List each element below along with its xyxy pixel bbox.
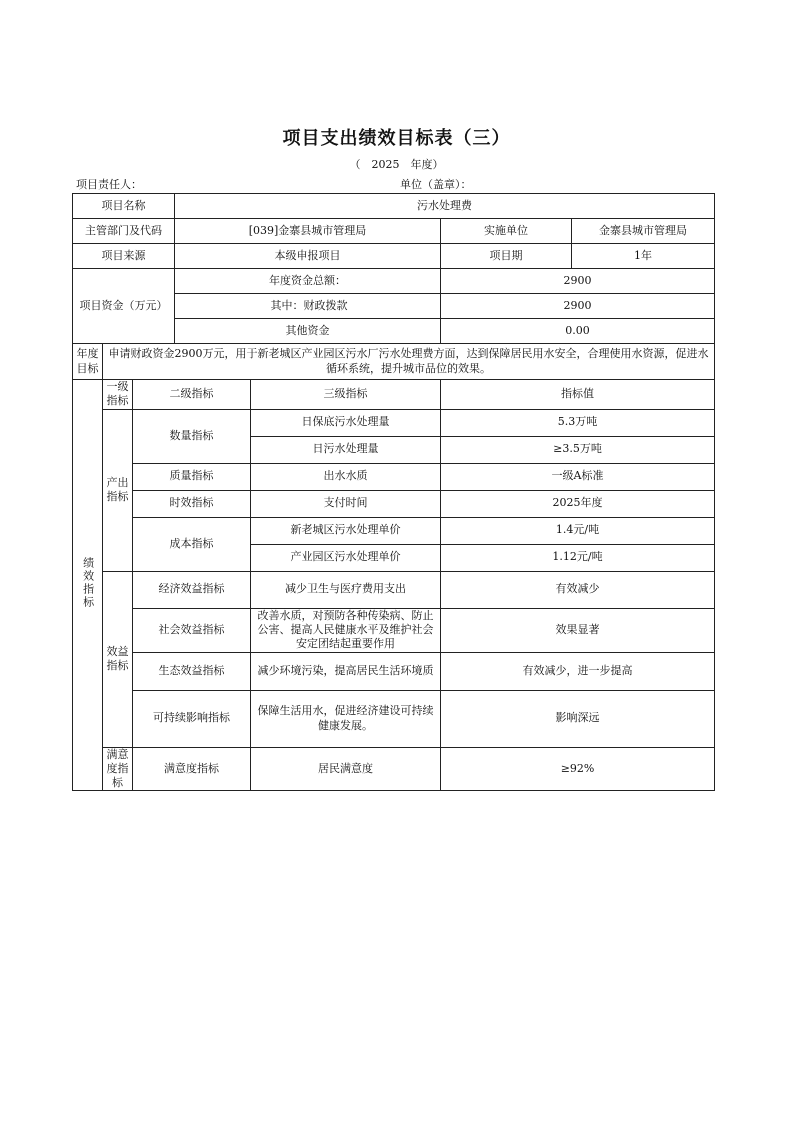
econ-value: 有效减少: [441, 571, 715, 608]
project-name-value: 污水处理费: [175, 194, 715, 219]
satisfaction-label: 满意度指标: [133, 747, 251, 791]
cost1-value: 1.4元/吨: [441, 517, 715, 544]
econ-label: 经济效益指标: [133, 571, 251, 608]
benefit-label: 效益指标: [103, 571, 133, 747]
perf-label: 绩效指标: [73, 380, 103, 791]
year-line: （ 2025 年度）: [349, 158, 444, 171]
eco-value: 有效减少，进一步提高: [441, 652, 715, 690]
time-value: 2025年度: [441, 490, 715, 517]
impl-value: 金寨县城市管理局: [572, 219, 715, 244]
row-eco: [73, 652, 715, 690]
dept-label: 主管部门及代码: [73, 219, 175, 244]
time-name: 支付时间: [251, 490, 441, 517]
page-title: 项目支出绩效目标表（三）: [282, 128, 511, 149]
row-funds-total: [73, 269, 715, 294]
funds-total-label: 年度资金总额：: [175, 269, 441, 294]
responsible-label: 项目责任人：: [76, 178, 142, 191]
satisfaction-value: ≥92%: [441, 747, 715, 791]
output-label: 产出指标: [103, 409, 133, 571]
row-quantity-1: [73, 409, 715, 436]
q2-name: 日污水处理量: [251, 436, 441, 463]
satisfaction-level1-label: 满意度指标: [103, 747, 133, 791]
row-quality: [73, 463, 715, 490]
row-econ: [73, 571, 715, 608]
satisfaction-name: 居民满意度: [251, 747, 441, 791]
cost2-name: 产业园区污水处理单价: [251, 544, 441, 571]
eco-label: 生态效益指标: [133, 652, 251, 690]
sustain-value: 影响深远: [441, 690, 715, 747]
row-social: [73, 608, 715, 652]
row-perf-header: [73, 380, 715, 410]
row-annual-goal: [73, 344, 715, 380]
quality-label: 质量指标: [133, 463, 251, 490]
header-level1: 一级指标: [103, 380, 133, 410]
social-value: 效果显著: [441, 608, 715, 652]
period-label: 项目期: [441, 244, 572, 269]
cost1-name: 新老城区污水处理单价: [251, 517, 441, 544]
funds-fiscal-label: 其中：财政拨款: [175, 294, 441, 319]
period-value: 1年: [572, 244, 715, 269]
funds-total-value: 2900: [441, 269, 715, 294]
q2-value: ≥3.5万吨: [441, 436, 715, 463]
row-project-name: [73, 194, 715, 219]
goal-label: 年度目标: [73, 344, 103, 380]
row-dept: [73, 219, 715, 244]
sustain-label: 可持续影响指标: [133, 690, 251, 747]
row-sustain: [73, 690, 715, 747]
row-satisfaction: [73, 747, 715, 791]
unit-label: 单位（盖章）：: [400, 178, 472, 191]
funds-other-label: 其他资金: [175, 319, 441, 344]
row-source: [73, 244, 715, 269]
quality-name: 出水水质: [251, 463, 441, 490]
source-value: 本级申报项目: [175, 244, 441, 269]
quality-value: 一级A标准: [441, 463, 715, 490]
funds-label: 项目资金（万元）: [73, 269, 175, 344]
project-name-label: 项目名称: [73, 194, 175, 219]
funds-fiscal-value: 2900: [441, 294, 715, 319]
performance-table: [72, 193, 715, 791]
cost2-value: 1.12元/吨: [441, 544, 715, 571]
header-level2: 二级指标: [133, 380, 251, 410]
goal-text: 申请财政资金2900万元，用于新老城区产业园区污水厂污水处理费方面，达到保障居民用水安全，合理使用水资源，促进水循环系统，提升城市品位的效果。: [103, 344, 715, 380]
econ-name: 减少卫生与医疗费用支出: [251, 571, 441, 608]
cost-label: 成本指标: [133, 517, 251, 571]
quantity-label: 数量指标: [133, 409, 251, 463]
time-label: 时效指标: [133, 490, 251, 517]
dept-value: [039]金寨县城市管理局: [175, 219, 441, 244]
source-label: 项目来源: [73, 244, 175, 269]
q1-name: 日保底污水处理量: [251, 409, 441, 436]
funds-other-value: 0.00: [441, 319, 715, 344]
q1-value: 5.3万吨: [441, 409, 715, 436]
social-name: 改善水质，对预防各种传染病、防止公害、提高人民健康水平及维护社会安定团结起重要作用: [251, 608, 441, 652]
sustain-name: 保障生活用水，促进经济建设可持续健康发展。: [251, 690, 441, 747]
eco-name: 减少环境污染，提高居民生活环境质: [251, 652, 441, 690]
header-level3: 三级指标: [251, 380, 441, 410]
impl-label: 实施单位: [441, 219, 572, 244]
row-cost-1: [73, 517, 715, 544]
social-label: 社会效益指标: [133, 608, 251, 652]
header-value: 指标值: [441, 380, 715, 410]
row-time: [73, 490, 715, 517]
